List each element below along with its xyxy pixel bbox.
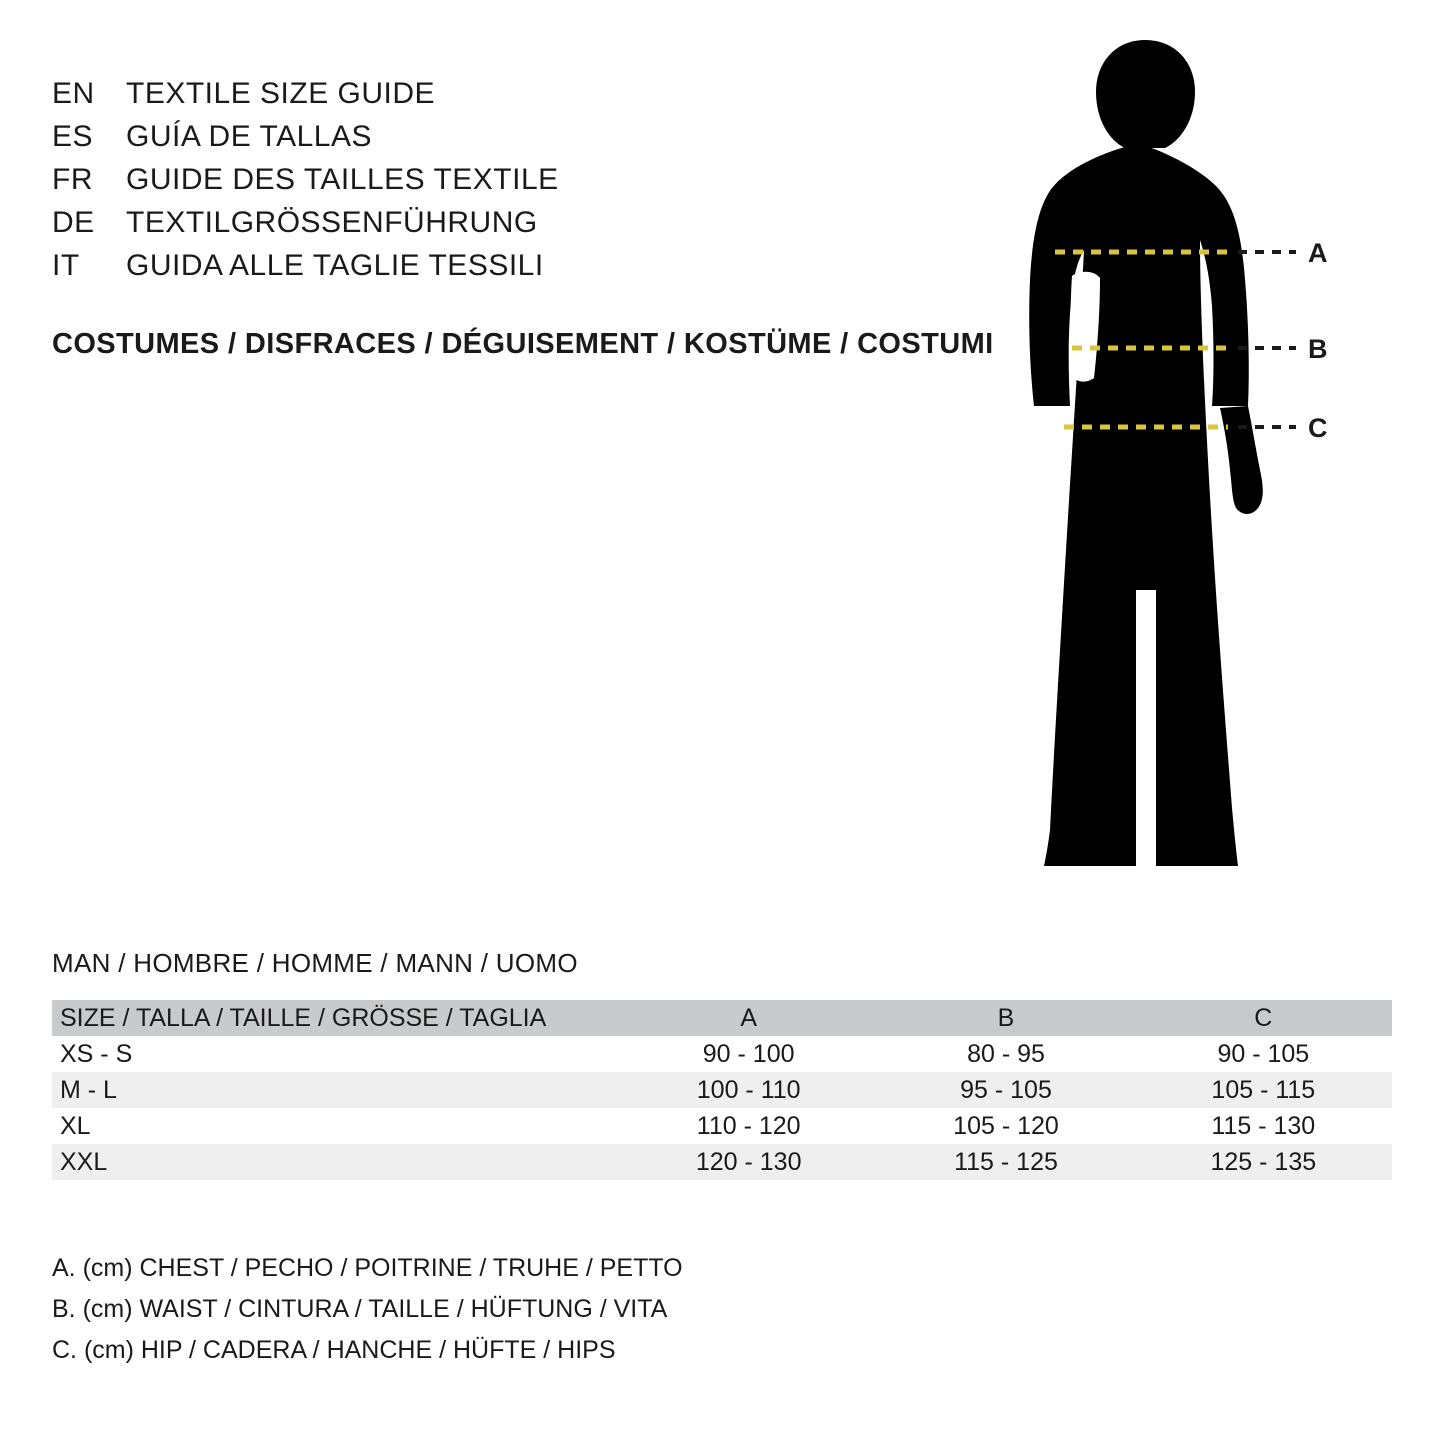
language-text: TEXTILE SIZE GUIDE xyxy=(126,77,436,110)
measure-label-a: A xyxy=(1308,238,1328,268)
column-header-b: B xyxy=(997,1003,1015,1032)
table-row xyxy=(52,1144,1392,1180)
measure-label-c: C xyxy=(1308,413,1328,443)
cell-b: 95 - 105 xyxy=(960,1075,1052,1104)
language-row xyxy=(52,244,952,287)
language-row xyxy=(52,201,952,244)
footnote-c: C. (cm) HIP / CADERA / HANCHE / HÜFTE / HIPS xyxy=(52,1336,616,1364)
cell-size: XS - S xyxy=(60,1039,133,1068)
cell-b: 105 - 120 xyxy=(953,1111,1059,1140)
cell-c: 115 - 130 xyxy=(1211,1111,1316,1140)
cell-c: 105 - 115 xyxy=(1211,1075,1316,1104)
column-header-c: C xyxy=(1254,1003,1273,1032)
cell-size: XL xyxy=(60,1111,91,1140)
column-header-size: SIZE / TALLA / TAILLE / GRÖSSE / TAGLIA xyxy=(60,1003,547,1032)
cell-a: 120 - 130 xyxy=(695,1147,802,1176)
language-text: TEXTILGRÖSSENFÜHRUNG xyxy=(126,206,538,239)
cell-c: 125 - 135 xyxy=(1210,1147,1317,1176)
language-row xyxy=(52,115,952,158)
cell-a: 100 - 110 xyxy=(696,1075,801,1104)
column-header-a: A xyxy=(740,1003,757,1032)
size-table xyxy=(52,1000,1392,1180)
language-code: ES xyxy=(52,120,94,153)
cell-b: 115 - 125 xyxy=(954,1147,1058,1176)
language-code: EN xyxy=(52,77,95,110)
language-row xyxy=(52,72,952,115)
language-code: FR xyxy=(52,163,93,196)
language-list xyxy=(52,72,952,287)
table-header-row xyxy=(52,1000,1392,1036)
language-code: IT xyxy=(52,249,80,282)
footnote-list xyxy=(52,1248,683,1371)
language-text: GUIDE DES TAILLES TEXTILE xyxy=(126,163,559,196)
footnote-b: B. (cm) WAIST / CINTURA / TAILLE / HÜFTUNG / VITA xyxy=(52,1295,668,1323)
language-text: GUÍA DE TALLAS xyxy=(126,120,372,153)
measurement-guides xyxy=(960,30,1380,910)
footnote-a: A. (cm) CHEST / PECHO / POITRINE / TRUHE / PETTO xyxy=(52,1254,683,1282)
language-row xyxy=(52,158,952,201)
cell-a: 110 - 120 xyxy=(696,1111,801,1140)
cell-c: 90 - 105 xyxy=(1217,1039,1310,1068)
table-row xyxy=(52,1072,1392,1108)
cell-b: 80 - 95 xyxy=(967,1039,1045,1068)
language-text: GUIDA ALLE TAGLIE TESSILI xyxy=(126,249,544,282)
cell-size: M - L xyxy=(60,1075,117,1104)
table-title: MAN / HOMBRE / HOMME / MANN / UOMO xyxy=(52,948,578,978)
cell-a: 90 - 100 xyxy=(702,1039,795,1068)
figure-illustration xyxy=(960,30,1380,910)
language-code: DE xyxy=(52,206,95,239)
table-row xyxy=(52,1036,1392,1072)
measure-label-b: B xyxy=(1308,334,1328,364)
table-row xyxy=(52,1108,1392,1144)
cell-size: XXL xyxy=(60,1147,108,1176)
category-line: COSTUMES / DISFRACES / DÉGUISEMENT / KOSTÜME / COSTUMI xyxy=(52,328,994,360)
